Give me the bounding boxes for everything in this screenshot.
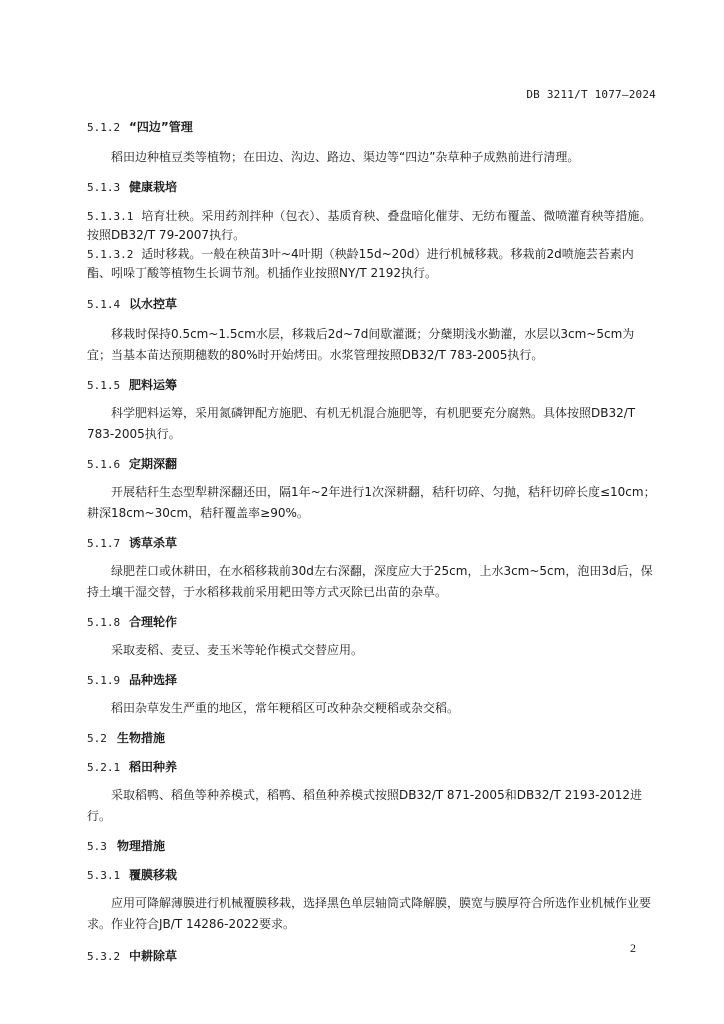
section-title: 稻田种养 xyxy=(129,760,178,774)
section-heading xyxy=(87,376,657,395)
section-title: 中耕除草 xyxy=(129,949,178,963)
page-number: 2 xyxy=(630,941,636,955)
section-number: 5.1.8 xyxy=(87,616,121,629)
subsection-text: 培育壮秧。采用药剂拌种（包衣）、基质育秧、叠盘暗化催芽、无纺布覆盖、微喷灌育秧等措施。按照DB32/T 79-2007执行。 xyxy=(87,209,652,242)
body-paragraph: 采取麦稻、麦豆、麦玉米等轮作模式交替应用。 xyxy=(111,643,364,657)
section-number: 5.1.2 xyxy=(87,121,121,134)
section-title: 品种选择 xyxy=(129,673,178,687)
section-number: 5.1.5 xyxy=(87,379,121,392)
body-paragraph: 移栽时保持0.5cm~1.5cm水层，移栽后2d~7d间歇灌溉；分蘖期浅水勤灌，水层以3cm~5cm为宜；当基本苗达预期穗数的80%时开始烤田。水浆管理按照DB32/T 783-2005执行。 xyxy=(87,327,635,362)
section-title: “四边”管理 xyxy=(129,120,193,134)
section-heading xyxy=(87,729,657,748)
body-paragraph: 采取稻鸭、稻鱼等种养模式，稻鸭、稻鱼种养模式按照DB32/T 871-2005和DB32/T 2193-2012进行。 xyxy=(87,788,643,823)
section-title: 以水控草 xyxy=(129,297,178,311)
section-number: 5.1.4 xyxy=(87,298,121,311)
body-paragraph: 稻田边种植豆类等植物；在田边、沟边、路边、渠边等“四边”杂草种子成熟前进行清理。 xyxy=(111,150,580,164)
body-paragraph: 稻田杂草发生严重的地区，常年粳稻区可改种杂交粳稻或杂交稻。 xyxy=(111,701,460,715)
section-heading xyxy=(87,947,657,966)
document-body xyxy=(87,118,657,966)
section-heading xyxy=(87,178,657,197)
section-title: 健康栽培 xyxy=(129,180,178,194)
body-paragraph: 绿肥茬口或休耕田，在水稻移栽前30d左右深翻，深度应大于25cm，上水3cm~5cm，泡田3d后，保持土壤干湿交替，于水稻移栽前采用耙田等方式灭除已出苗的杂草。 xyxy=(87,564,653,599)
section-number: 5.3.2 xyxy=(87,950,121,963)
section-heading xyxy=(87,671,657,690)
section-heading xyxy=(87,534,657,553)
subsection-paragraph xyxy=(87,207,657,245)
section-title: 定期深翻 xyxy=(129,457,178,471)
section-number: 5.3 xyxy=(87,840,107,853)
section-heading xyxy=(87,118,657,137)
section-number: 5.1.6 xyxy=(87,458,121,471)
section-heading xyxy=(87,613,657,632)
section-number: 5.2.1 xyxy=(87,761,121,774)
section-heading xyxy=(87,758,657,777)
section-title: 生物措施 xyxy=(117,731,166,745)
section-number: 5.1.7 xyxy=(87,537,121,550)
section-title: 诱草杀草 xyxy=(129,536,178,550)
section-heading xyxy=(87,837,657,856)
section-number: 5.1.3 xyxy=(87,181,121,194)
section-heading xyxy=(87,455,657,474)
subsection-text: 适时移栽。一般在秧苗3叶~4叶期（秧龄15d~20d）进行机械移栽。移栽前2d喷施芸苔素内酯、吲哚丁酸等植物生长调节剂。机插作业按照NY/T 2192执行。 xyxy=(87,247,634,280)
section-heading xyxy=(87,866,657,885)
page-header: DB 3211/T 1077—2024 xyxy=(526,88,656,101)
body-paragraph: 科学肥料运筹，采用氮磷钾配方施肥、有机无机混合施肥等，有机肥要充分腐熟。具体按照DB32/T 783-2005执行。 xyxy=(87,406,636,441)
section-number: 5.1.9 xyxy=(87,674,121,687)
body-paragraph: 应用可降解薄膜进行机械覆膜移栽，选择黑色单层轴筒式降解膜，膜宽与膜厚符合所选作业机械作业要求。作业符合JB/T 14286-2022要求。 xyxy=(87,896,652,931)
section-title: 肥料运筹 xyxy=(129,378,178,392)
section-number: 5.2 xyxy=(87,732,107,745)
subsection-number: 5.1.3.2 xyxy=(87,248,134,261)
subsection-paragraph xyxy=(87,245,657,283)
section-title: 覆膜移栽 xyxy=(129,868,178,882)
section-title: 物理措施 xyxy=(117,839,166,853)
subsection-number: 5.1.3.1 xyxy=(87,210,134,223)
body-paragraph: 开展秸秆生态型犁耕深翻还田，隔1年~2年进行1次深耕翻，秸秆切碎、匀抛，秸秆切碎长度≤10cm；耕深18cm~30cm，秸秆覆盖率≥90%。 xyxy=(87,485,656,520)
section-heading xyxy=(87,295,657,314)
section-number: 5.3.1 xyxy=(87,869,121,882)
section-title: 合理轮作 xyxy=(129,615,178,629)
